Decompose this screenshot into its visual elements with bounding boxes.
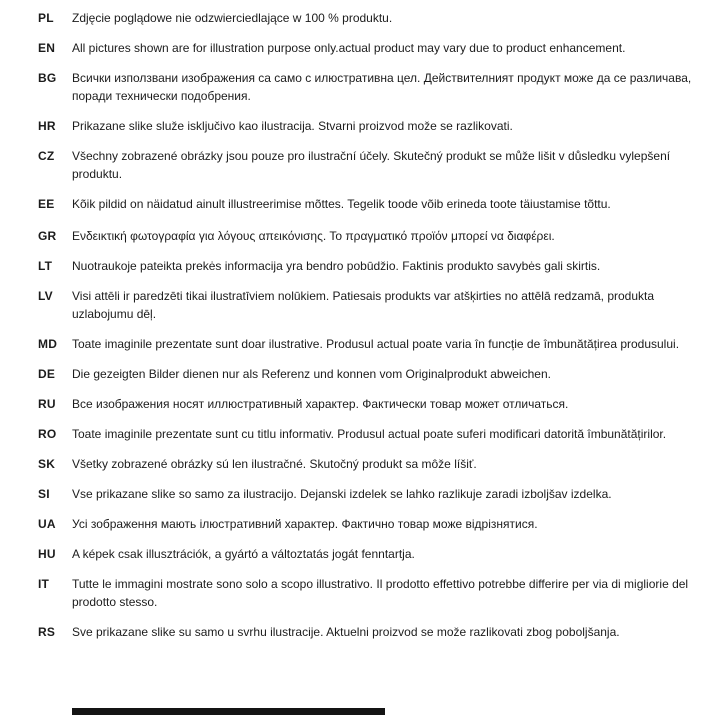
disclaimer-text: Vse prikazane slike so samo za ilustracijo. Dejanski izdelek se lahko razlikuje zaradi izboljšav izdelka. [72,487,612,501]
disclaimer-text: Toate imaginile prezentate sunt doar ilustrative. Produsul actual poate varia în funcție de îmbunătățirea produsului. [72,337,680,351]
language-code: EE [38,197,55,211]
disclaimer-text: Zdjęcie poglądowe nie odzwierciedlające w 100 % produktu. [72,11,393,25]
disclaimer-row [38,9,710,27]
language-code: IT [38,577,50,591]
language-code: PL [38,11,54,25]
disclaimer-row [38,195,710,213]
disclaimer-text: Všechny zobrazené obrázky jsou pouze pro ilustrační účely. Skutečný produkt se může lišit v důsledku vylepšení produktu. [72,149,671,181]
disclaimer-list [38,9,710,641]
language-code: RO [38,427,57,441]
disclaimer-row [38,227,710,245]
language-code: HR [38,119,56,133]
disclaimer-row [38,455,710,473]
disclaimer-row [38,623,710,641]
disclaimer-text: Всички използвани изображения са само с илюстративна цел. Действителният продукт може да се различава, поради технически подобрения. [72,71,692,103]
disclaimer-row [38,425,710,443]
disclaimer-text: Nuotraukoje pateikta prekės informacija yra bendro pobūdžio. Faktinis produkto savybės gali skirtis. [72,259,601,273]
language-code: HU [38,547,56,561]
disclaimer-row [38,545,710,563]
disclaimer-text: A képek csak illusztrációk, a gyártó a változtatás jogát fenntartja. [72,547,415,561]
disclaimer-row [38,515,710,533]
disclaimer-row [38,395,710,413]
language-code: CZ [38,149,55,163]
disclaimer-row [38,257,710,275]
disclaimer-row [38,365,710,383]
language-code: EN [38,41,56,55]
disclaimer-row [38,39,710,57]
language-code: SK [38,457,56,471]
disclaimer-text: Toate imaginile prezentate sunt cu titlu informativ. Produsul actual poate suferi modificari datorită îmbunătățirilor. [72,427,667,441]
disclaimer-row [38,147,710,183]
disclaimer-row [38,117,710,135]
disclaimer-row [38,69,710,105]
disclaimer-text: Kõik pildid on näidatud ainult illustreerimise mõttes. Tegelik toode võib erineda toote täiustamise tõttu. [72,197,611,211]
disclaimer-row [38,335,710,353]
disclaimer-text: Sve prikazane slike su samo u svrhu ilustracije. Aktuelni proizvod se može razlikovati zbog poboljšanja. [72,625,620,639]
disclaimer-text: Усі зображення мають ілюстративний характер. Фактично товар може відрізнятися. [72,517,538,531]
disclaimer-text: Všetky zobrazené obrázky sú len ilustračné. Skutočný produkt sa môže líšiť. [72,457,477,471]
disclaimer-text: Ενδεικτική φωτογραφία για λόγους απεικόνισης. Το πραγματικό προϊόν μπορεί να διαφέρει. [72,229,555,243]
language-code: SI [38,487,50,501]
language-code: LV [38,289,53,303]
language-code: MD [38,337,58,351]
disclaimer-text: Visi attēli ir paredzēti tikai ilustratīviem nolūkiem. Patiesais produkts var atšķirties no attēlā redzamā, produkta uzlabojumu dēļ. [72,289,655,321]
language-code: BG [38,71,57,85]
language-code: UA [38,517,56,531]
disclaimer-text: Prikazane slike služe isključivo kao ilustracija. Stvarni proizvod može se razlikovati. [72,119,513,133]
disclaimer-text: Все изображения носят иллюстративный характер. Фактически товар может отличаться. [72,397,569,411]
disclaimer-row [38,575,710,611]
disclaimer-text: Tutte le immagini mostrate sono solo a scopo illustrativo. Il prodotto effettivo potrebbe differire per via di migliorie del prodotto stesso. [72,577,689,609]
disclaimer-row [38,287,710,323]
disclaimer-text: All pictures shown are for illustration purpose only.actual product may vary due to product enhancement. [72,41,626,55]
disclaimer-text: Die gezeigten Bilder dienen nur als Referenz und konnen vom Originalprodukt abweichen. [72,367,551,381]
language-code: LT [38,259,53,273]
language-code: RS [38,625,56,639]
cropped-content-bar [72,708,385,715]
disclaimer-row [38,485,710,503]
language-code: RU [38,397,56,411]
language-code: DE [38,367,56,381]
language-code: GR [38,229,57,243]
